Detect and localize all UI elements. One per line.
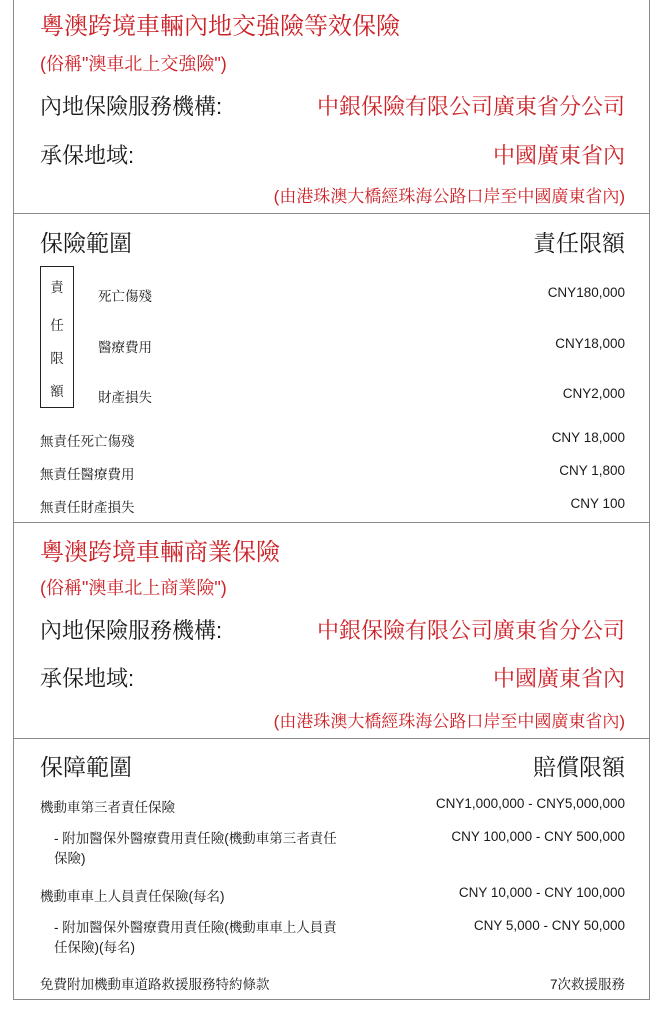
divider — [14, 522, 649, 523]
box-char: 任 — [50, 318, 64, 333]
no-liability-item-value: CNY 18,000 — [551, 430, 625, 445]
box-char: 限 — [50, 351, 64, 366]
compulsory-region-value: 中國廣東省內 — [492, 143, 625, 168]
commercial-region-label: 承保地域: — [40, 666, 135, 691]
commercial-item-value: CNY 5,000 - CNY 50,000 — [473, 918, 625, 933]
commercial-limit-header: 賠償限額 — [533, 754, 625, 780]
commercial-region-note: (由港珠澳大橋經珠海公路口岸至中國廣東省內) — [273, 712, 625, 731]
liability-item-value: CNY2,000 — [562, 386, 625, 401]
commercial-alias: (俗稱"澳車北上商業險") — [40, 578, 227, 598]
compulsory-region-note: (由港珠澳大橋經珠海公路口岸至中國廣東省內) — [273, 187, 625, 206]
commercial-coverage-header: 保障範圍 — [40, 754, 132, 780]
commercial-item-value: 7次救援服務 — [549, 977, 625, 992]
insurance-document — [13, 0, 650, 1000]
no-liability-item-value: CNY 1,800 — [559, 463, 625, 478]
commercial-insurer-label: 內地保險服務機構: — [40, 618, 223, 643]
commercial-region-value: 中國廣東省內 — [492, 666, 625, 691]
compulsory-title: 粵澳跨境車輛內地交強險等效保險 — [40, 13, 400, 40]
liability-item-value: CNY18,000 — [555, 336, 625, 351]
commercial-item-label: - 附加醫保外醫療費用責任險(機動車第三者責任保險) — [54, 831, 337, 866]
liability-item-label: 醫療費用 — [98, 340, 152, 355]
liability-item-label: 財產損失 — [98, 390, 152, 405]
box-char: 責 — [50, 280, 64, 295]
liability-item-label: 死亡傷殘 — [98, 289, 152, 304]
divider — [14, 738, 649, 739]
commercial-insurer-value: 中銀保險有限公司廣東省分公司 — [316, 618, 625, 643]
no-liability-item-label: 無責任死亡傷殘 — [40, 434, 135, 449]
commercial-item-label: - 附加醫保外醫療費用責任險(機動車車上人員責任保險)(每名) — [54, 920, 337, 955]
commercial-item-label: 機動車第三者責任保險 — [40, 800, 175, 815]
compulsory-alias: (俗稱"澳車北上交強險") — [40, 54, 227, 74]
compulsory-limit-header: 責任限額 — [533, 230, 625, 256]
no-liability-item-label: 無責任財產損失 — [40, 500, 135, 515]
compulsory-region-label: 承保地域: — [40, 143, 135, 168]
liability-limit-box — [40, 266, 74, 408]
no-liability-item-value: CNY 100 — [570, 496, 625, 511]
compulsory-insurer-label: 內地保險服務機構: — [40, 94, 223, 119]
no-liability-item-label: 無責任醫療費用 — [40, 467, 135, 482]
commercial-item-value: CNY1,000,000 - CNY5,000,000 — [435, 796, 625, 811]
compulsory-coverage-header: 保險範圍 — [40, 230, 132, 256]
box-char: 額 — [50, 384, 64, 399]
commercial-item-label: 免費附加機動車道路救援服務特約條款 — [40, 977, 270, 992]
commercial-item-value: CNY 10,000 - CNY 100,000 — [458, 885, 625, 900]
commercial-item-value: CNY 100,000 - CNY 500,000 — [451, 829, 625, 844]
divider — [14, 213, 649, 214]
compulsory-insurer-value: 中銀保險有限公司廣東省分公司 — [316, 94, 625, 119]
liability-item-value: CNY180,000 — [547, 285, 625, 300]
commercial-item-label: 機動車車上人員責任保險(每名) — [40, 889, 225, 904]
commercial-title: 粵澳跨境車輛商業保險 — [40, 539, 280, 566]
